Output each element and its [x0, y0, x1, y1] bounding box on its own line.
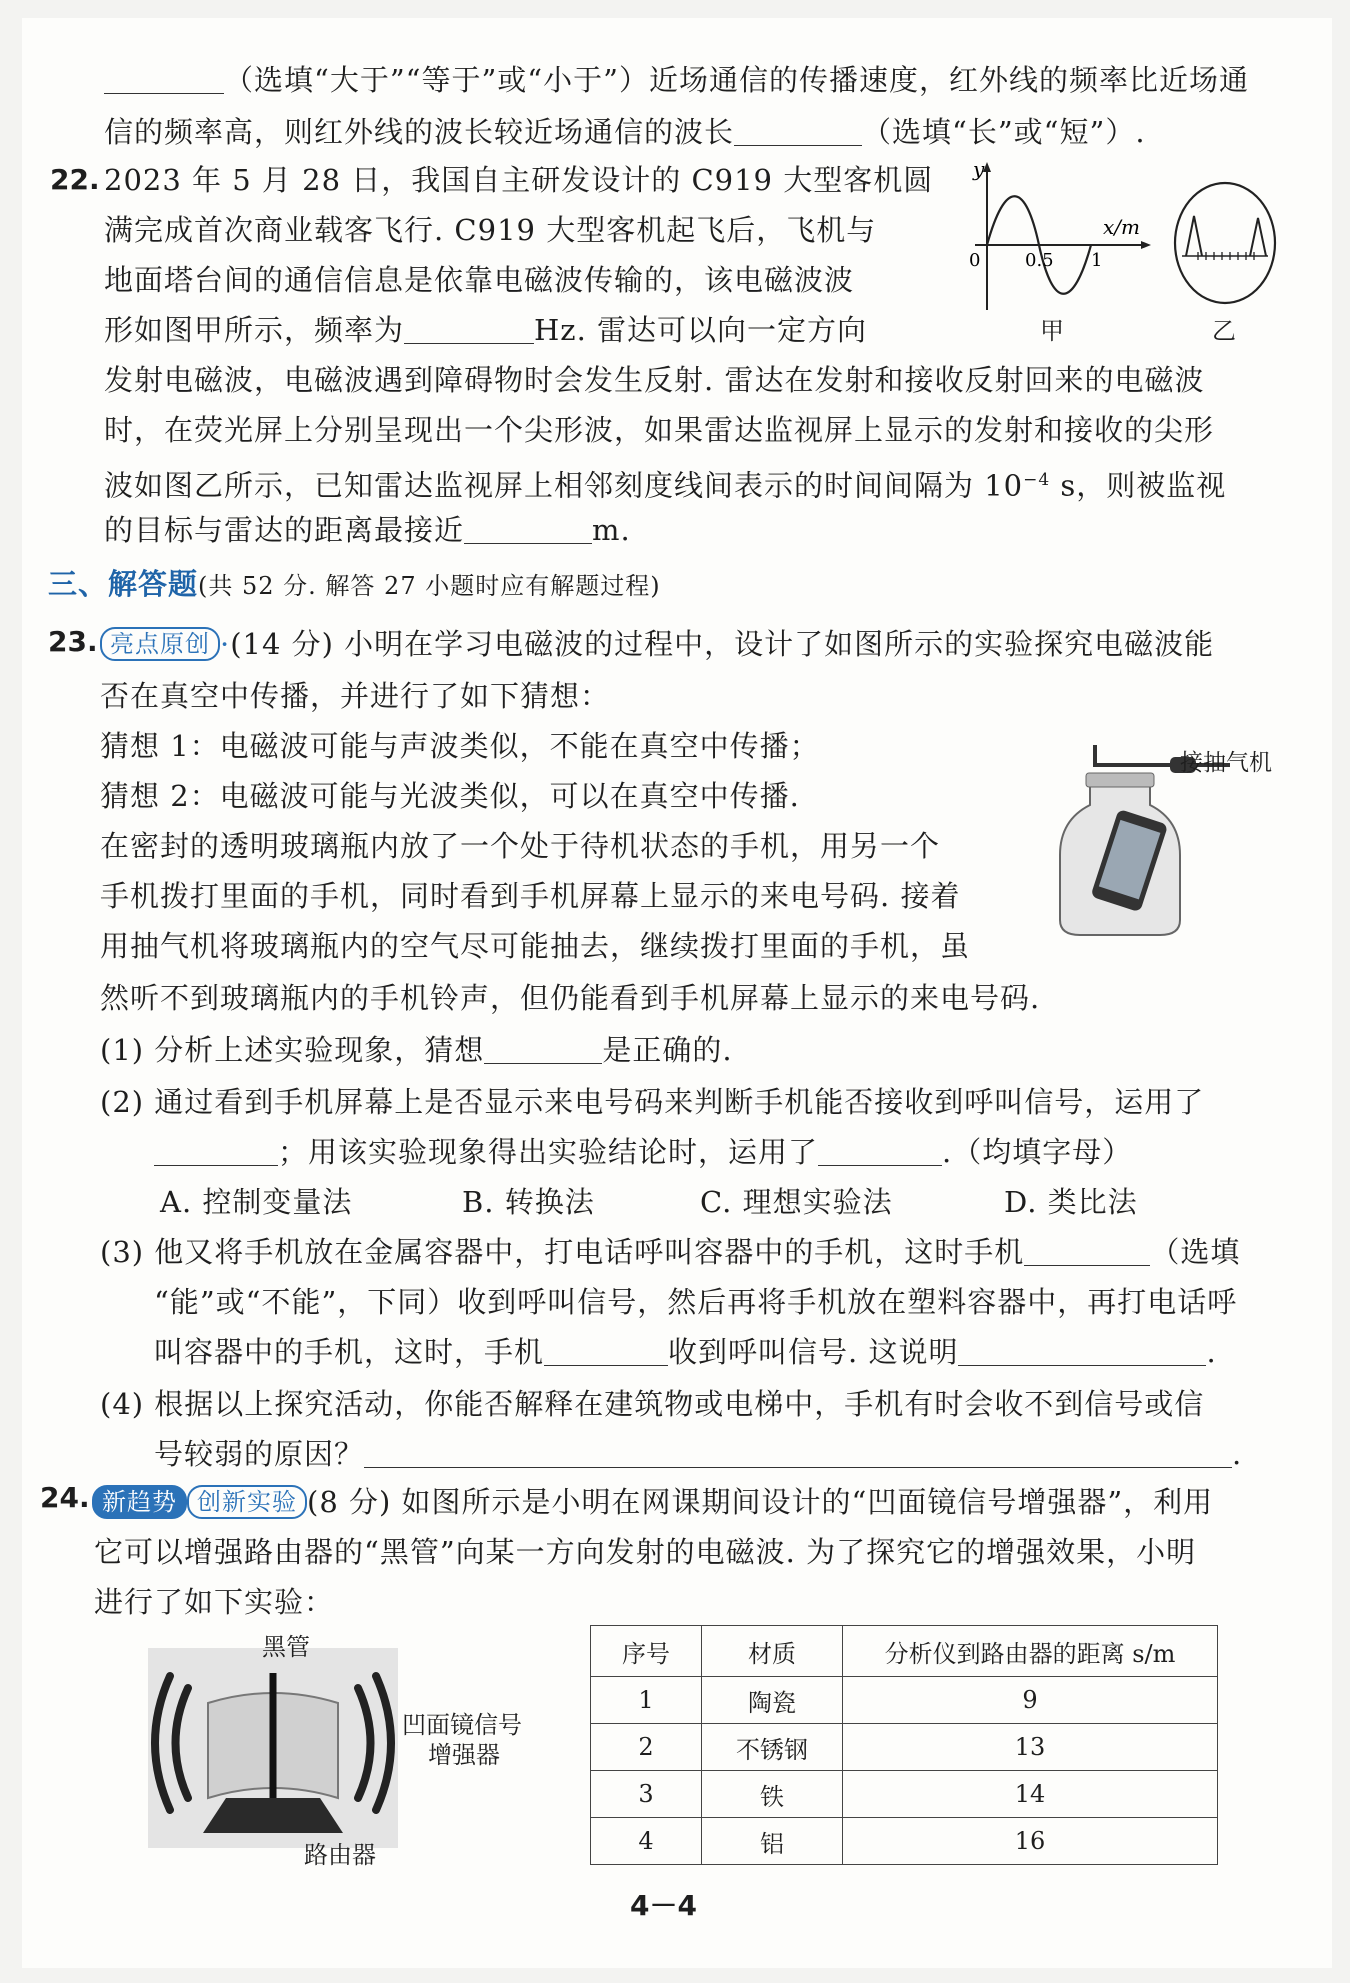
q23-sub2: ；用该实验现象得出实验结论时，运用了 .（均填字母）	[154, 1132, 1132, 1172]
jar-lid	[1086, 773, 1154, 787]
answer-blank[interactable]	[154, 1139, 278, 1166]
table-cell: 14	[843, 1771, 1218, 1818]
q23-sub4: 号较弱的原因？ .	[154, 1437, 1243, 1471]
q23-sub3: (3) 他又将手机放在金属容器中，打电话呼叫容器中的手机，这时手机 （选填	[100, 1235, 1241, 1269]
table-cell: 2	[591, 1724, 702, 1771]
table-cell: 16	[843, 1818, 1218, 1865]
answer-blank[interactable]	[818, 1139, 942, 1166]
q23-line: 亮点原创 ·(14 分) 小明在学习电磁波的过程中，设计了如图所示的实验探究电磁波能	[100, 624, 1214, 664]
radar-screen	[1175, 183, 1275, 303]
figure-caption: 甲	[1040, 317, 1064, 345]
page-number: 4－4	[630, 1889, 697, 1922]
q23-line: 猜想 2：电磁波可能与光波类似，可以在真空中传播.	[100, 779, 800, 813]
figure-label: 接抽气机	[1180, 750, 1272, 776]
origin-label: 0	[969, 250, 981, 271]
q22-line: 的目标与雷达的距离最接近 m.	[104, 513, 631, 547]
q23-line: 猜想 1：电磁波可能与声波类似，不能在真空中传播；	[100, 729, 820, 763]
answer-blank[interactable]	[958, 1339, 1206, 1366]
echo-pulse	[1250, 218, 1266, 256]
table-cell: 铁	[702, 1771, 843, 1818]
x-axis-arrow	[1141, 241, 1151, 249]
question-number: 24.	[40, 1481, 90, 1514]
router-base	[203, 1798, 343, 1833]
q23-sub2: (2) 通过看到手机屏幕上是否显示来电号码来判断手机能否接收到呼叫信号，运用了	[100, 1085, 1205, 1119]
figure-label: 路由器	[304, 1841, 376, 1869]
question-number: 22.	[50, 163, 100, 196]
x-label: x/m	[1103, 215, 1140, 239]
table-cell: 不锈钢	[702, 1724, 843, 1771]
q23-sub3: “能”或“不能”，下同）收到呼叫信号，然后再将手机放在塑料容器中，再打电话呼	[154, 1285, 1238, 1319]
router-figure	[148, 1648, 398, 1870]
q22-line: 地面塔台间的通信信息是依靠电磁波传输的，该电磁波波	[104, 263, 855, 297]
q22-line: 满完成首次商业载客飞行. C919 大型客机起飞后，飞机与	[104, 213, 877, 247]
option-c: C. 理想实验法	[700, 1185, 893, 1219]
figure-label: 黑管	[262, 1633, 310, 1661]
line-0: （选填“大于”“等于”或“小于”）近场通信的传播速度，红外线的频率比近场通	[104, 60, 1249, 100]
table-header: 材质	[702, 1626, 843, 1677]
table-cell: 陶瓷	[702, 1677, 843, 1724]
table-cell: 9	[843, 1677, 1218, 1724]
figure-label: 增强器	[428, 1741, 500, 1769]
table-header-row	[591, 1626, 1218, 1677]
answer-blank[interactable]	[404, 317, 534, 344]
section-heading: 三、解答题(共 52 分. 解答 27 小题时应有解题过程)	[48, 567, 661, 601]
table-row	[591, 1677, 1218, 1724]
q24-line: 新趋势 创新实验 (8 分) 如图所示是小明在网课期间设计的“凹面镜信号增强器”，利用	[92, 1482, 1213, 1522]
q22-line: 发射电磁波，电磁波遇到障碍物时会发生反射. 雷达在发射和接收反射回来的电磁波	[104, 363, 1205, 397]
question-number: 23.	[48, 625, 98, 658]
figure-caption: 乙	[1212, 317, 1236, 345]
option-b: B. 转换法	[462, 1185, 595, 1219]
answer-blank[interactable]	[364, 1441, 1232, 1468]
radar-screen-figure	[1170, 178, 1280, 308]
table-cell: 4	[591, 1818, 702, 1865]
answer-blank[interactable]	[1024, 1239, 1150, 1266]
answer-blank[interactable]	[464, 517, 592, 544]
q23-line: 手机拨打里面的手机，同时看到手机屏幕上显示的来电号码. 接着	[100, 879, 961, 913]
table-cell: 铝	[702, 1818, 843, 1865]
table-header: 分析仪到路由器的距离 s/m	[843, 1626, 1218, 1677]
q23-line: 然听不到玻璃瓶内的手机铃声，但仍能看到手机屏幕上显示的来电号码.	[100, 981, 1041, 1015]
table-cell: 3	[591, 1771, 702, 1818]
answer-blank[interactable]	[104, 67, 224, 94]
y-label: y	[973, 160, 985, 181]
q23-sub1: (1) 分析上述实验现象，猜想 是正确的.	[100, 1033, 733, 1067]
q22-line: 2023 年 5 月 28 日，我国自主研发设计的 C919 大型客机圆	[104, 163, 934, 197]
experiment-badge: 创新实验	[187, 1485, 307, 1519]
q23-line: 在密封的透明玻璃瓶内放了一个处于待机状态的手机，用另一个	[100, 829, 941, 863]
tick-label: 1	[1091, 250, 1103, 271]
answer-blank[interactable]	[544, 1339, 668, 1366]
q24-line: 进行了如下实验：	[94, 1585, 335, 1619]
wave-figure	[955, 160, 1155, 320]
line-1: 信的频率高，则红外线的波长较近场通信的波长 （选填“长”或“短”）.	[104, 115, 1146, 149]
answer-blank[interactable]	[484, 1037, 602, 1064]
table-row	[591, 1724, 1218, 1771]
table-cell: 13	[843, 1724, 1218, 1771]
q23-line: 用抽气机将玻璃瓶内的空气尽可能抽去，继续拨打里面的手机，虽	[100, 929, 971, 963]
table-header: 序号	[591, 1626, 702, 1677]
trend-badge: 新趋势	[92, 1485, 187, 1519]
option-d: D. 类比法	[1004, 1185, 1138, 1219]
q22-line: 形如图甲所示，频率为 Hz. 雷达可以向一定方向	[104, 313, 868, 347]
table-row	[591, 1771, 1218, 1818]
table-cell: 1	[591, 1677, 702, 1724]
original-badge: 亮点原创	[100, 627, 220, 661]
q22-line: 波如图乙所示，已知雷达监视屏上相邻刻度线间表示的时间间隔为 $10^{-4}$ s，则被监视	[104, 468, 1227, 503]
q22-line: 时，在荧光屏上分别呈现出一个尖形波，如果雷达监视屏上显示的发射和接收的尖形	[104, 413, 1215, 447]
q23-sub3: 叫容器中的手机，这时，手机 收到呼叫信号. 这说明 .	[154, 1335, 1217, 1369]
experiment-table	[590, 1625, 1218, 1865]
q23-line: 否在真空中传播，并进行了如下猜想：	[100, 679, 611, 713]
figure-label: 凹面镜信号	[402, 1711, 522, 1739]
option-a: A. 控制变量法	[160, 1185, 353, 1219]
tick-label: 0.5	[1025, 250, 1054, 271]
answer-blank[interactable]	[734, 119, 862, 146]
emit-pulse	[1186, 216, 1202, 256]
q23-sub4: (4) 根据以上探究活动，你能否解释在建筑物或电梯中，手机有时会收不到信号或信	[100, 1387, 1205, 1421]
q24-line: 它可以增强路由器的“黑管”向某一方向发射的电磁波. 为了探究它的增强效果，小明	[94, 1535, 1197, 1569]
table-row	[591, 1818, 1218, 1865]
